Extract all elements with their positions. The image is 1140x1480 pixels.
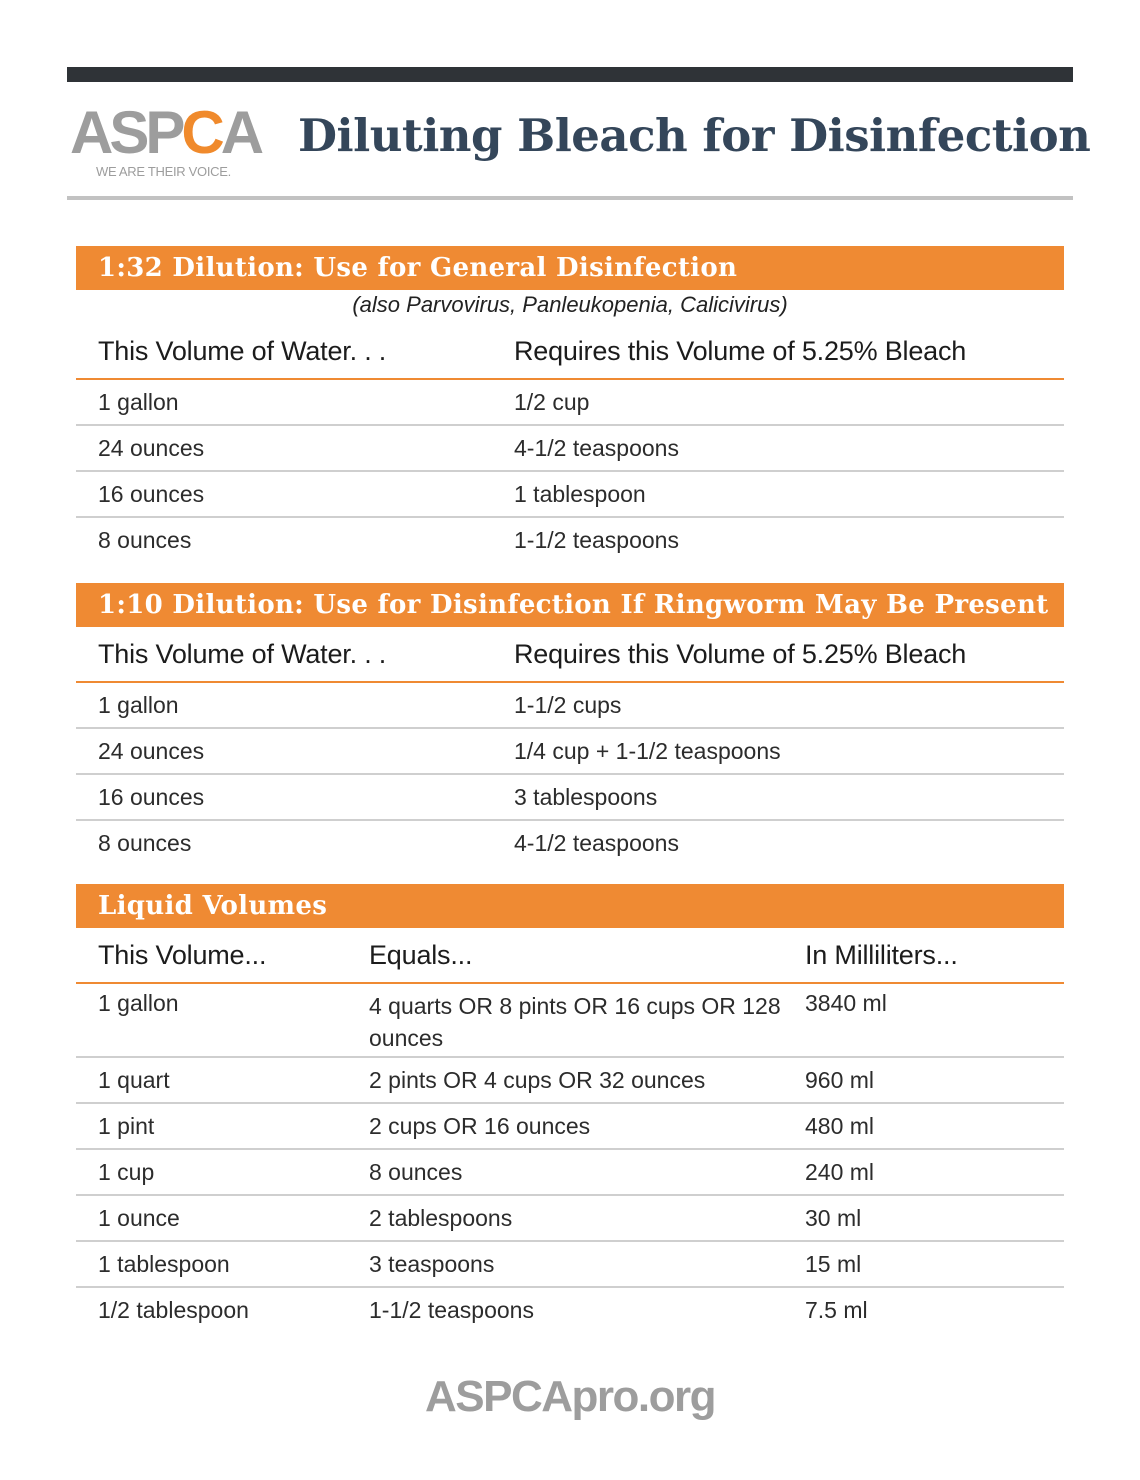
table-row bbox=[76, 518, 1064, 562]
table-cell: 1 gallon bbox=[98, 691, 179, 718]
table-cell: 8 ounces bbox=[369, 1158, 463, 1185]
page-title: Diluting Bleach for Disinfection bbox=[298, 109, 1091, 162]
table-cell: 960 ml bbox=[805, 1066, 875, 1093]
table-row bbox=[76, 426, 1064, 472]
table-row bbox=[76, 729, 1064, 775]
table-row bbox=[76, 821, 1064, 865]
table-cell: 7.5 ml bbox=[805, 1296, 868, 1323]
table-cell: 1-1/2 teaspoons bbox=[514, 526, 679, 553]
table-cell: 8 ounces bbox=[98, 526, 192, 553]
section-subheading: (also Parvovirus, Panleukopenia, Calicivirus) bbox=[352, 292, 788, 317]
top-bar bbox=[67, 67, 1073, 82]
table-cell: 1/2 cup bbox=[514, 388, 590, 415]
table-row bbox=[76, 1196, 1064, 1242]
table-cell: 4 quarts OR 8 pints OR 16 cups OR 128 ounces bbox=[369, 993, 781, 1051]
table-row bbox=[76, 1150, 1064, 1196]
column-header: Requires this Volume of 5.25% Bleach bbox=[514, 638, 967, 669]
header-divider bbox=[67, 196, 1073, 200]
table-cell: 1 quart bbox=[98, 1066, 170, 1093]
table-header bbox=[76, 324, 1064, 380]
table-cell: 16 ounces bbox=[98, 783, 205, 810]
table-cell: 3840 ml bbox=[805, 990, 887, 1016]
table-cell: 2 cups OR 16 ounces bbox=[369, 1112, 591, 1139]
table-header bbox=[76, 627, 1064, 683]
table-cell: 1-1/2 cups bbox=[514, 691, 622, 718]
footer-url: ASPCApro.org bbox=[425, 1372, 715, 1421]
section-heading: 1:32 Dilution: Use for General Disinfection bbox=[76, 246, 1064, 290]
table-cell: 3 tablespoons bbox=[514, 783, 658, 810]
column-header: Equals... bbox=[369, 939, 473, 970]
table-cell: 240 ml bbox=[805, 1158, 875, 1185]
table-header bbox=[76, 928, 1064, 984]
section-heading: 1:10 Dilution: Use for Disinfection If Ringworm May Be Present bbox=[76, 583, 1064, 627]
table-cell: 1/2 tablespoon bbox=[98, 1296, 249, 1323]
table-cell: 1-1/2 teaspoons bbox=[369, 1296, 534, 1323]
table-cell: 1 tablespoon bbox=[98, 1250, 230, 1277]
table-cell: 1 cup bbox=[98, 1158, 155, 1185]
table-cell: 1 ounce bbox=[98, 1204, 180, 1231]
table-cell: 30 ml bbox=[805, 1204, 862, 1231]
table-row bbox=[76, 1058, 1064, 1104]
table-row bbox=[76, 472, 1064, 518]
section-liquid-volumes bbox=[76, 884, 1064, 1332]
aspca-logo bbox=[70, 99, 270, 183]
table-cell: 24 ounces bbox=[98, 737, 205, 764]
logo-tagline: WE ARE THEIR VOICE. bbox=[96, 164, 231, 179]
table-cell: 2 pints OR 4 cups OR 32 ounces bbox=[369, 1066, 706, 1093]
table-cell: 16 ounces bbox=[98, 480, 205, 507]
table-cell: 4-1/2 teaspoons bbox=[514, 829, 679, 856]
table-row bbox=[76, 380, 1064, 426]
table-row bbox=[76, 1242, 1064, 1288]
table-cell: 1 tablespoon bbox=[514, 480, 646, 507]
table-cell: 24 ounces bbox=[98, 434, 205, 461]
logo-wordmark: ASPCA bbox=[70, 99, 261, 166]
table-row bbox=[76, 984, 1064, 1058]
column-header: Requires this Volume of 5.25% Bleach bbox=[514, 335, 967, 366]
table-cell: 2 tablespoons bbox=[369, 1204, 513, 1231]
column-header: This Volume... bbox=[98, 939, 267, 970]
section-dilution-1-32 bbox=[76, 246, 1064, 562]
table-row bbox=[76, 1288, 1064, 1332]
column-header: This Volume of Water. . . bbox=[98, 335, 387, 366]
section-heading: Liquid Volumes bbox=[76, 884, 1064, 928]
table-cell: 480 ml bbox=[805, 1112, 875, 1139]
column-header: This Volume of Water. . . bbox=[98, 638, 387, 669]
table-cell: 8 ounces bbox=[98, 829, 192, 856]
table-cell: 3 teaspoons bbox=[369, 1250, 495, 1277]
table-row bbox=[76, 775, 1064, 821]
table-row bbox=[76, 1104, 1064, 1150]
table-row bbox=[76, 683, 1064, 729]
column-header: In Milliliters... bbox=[805, 939, 958, 970]
table-cell: 15 ml bbox=[805, 1250, 862, 1277]
section-dilution-1-10 bbox=[76, 583, 1064, 865]
table-cell: 1 gallon bbox=[98, 388, 179, 415]
table-cell: 1/4 cup + 1-1/2 teaspoons bbox=[514, 737, 781, 764]
table-cell: 1 pint bbox=[98, 1112, 155, 1139]
table-cell: 4-1/2 teaspoons bbox=[514, 434, 679, 461]
table-cell: 1 gallon bbox=[98, 990, 179, 1016]
